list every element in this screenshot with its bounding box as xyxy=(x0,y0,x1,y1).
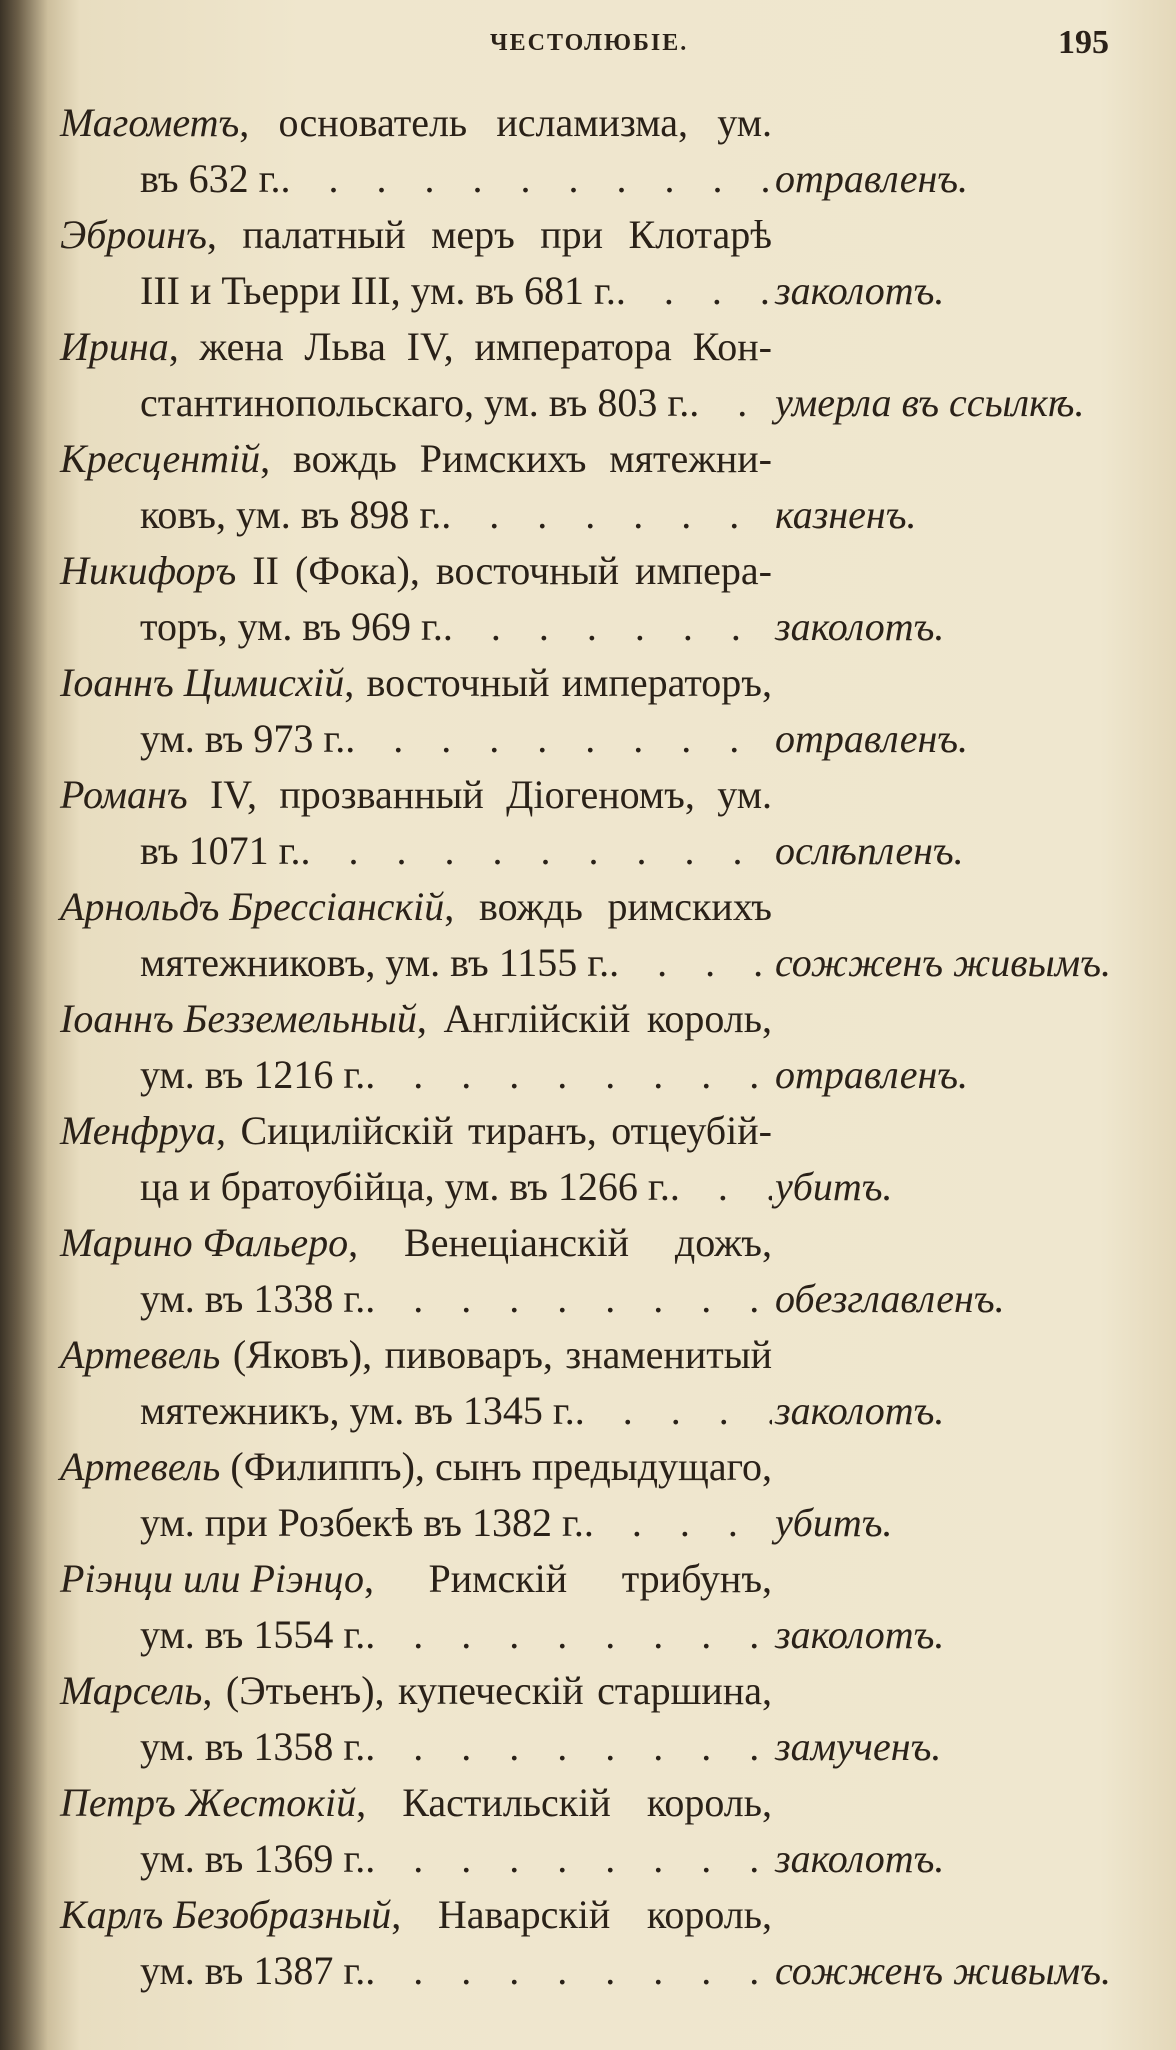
entry-description: (Филиппъ), сынъ предыдущаго, xyxy=(220,1444,772,1489)
entry-second-line xyxy=(60,487,772,543)
entry-description: , вождь Римскихъ мятежни- xyxy=(260,436,772,481)
running-head xyxy=(0,22,1176,72)
leader-dots xyxy=(616,263,772,319)
entry-first-line xyxy=(60,1327,772,1383)
death-date: ца и братоубійца, ум. въ 1266 г. xyxy=(140,1164,670,1209)
entry-first-line xyxy=(60,655,772,711)
leader-dots xyxy=(365,1047,772,1103)
person-name: Арнольдъ Брессіанскій xyxy=(60,884,445,929)
entry-description: , вождь римскихъ xyxy=(444,884,772,929)
death-date: ум. въ 1387 г. xyxy=(140,1948,366,1993)
entry-description: , палатный меръ при Клотарѣ xyxy=(206,212,772,257)
fate-text: обезглавленъ. xyxy=(775,1276,1005,1321)
person-name: Артевель xyxy=(60,1332,221,1377)
death-date: ковъ, ум. въ 898 г. xyxy=(140,492,442,537)
list-item xyxy=(60,1775,1140,1887)
leader-dots xyxy=(280,151,772,207)
leader-dots xyxy=(575,1383,772,1439)
fate-text: отравленъ. xyxy=(775,1052,969,1097)
person-name: Марино Фальеро xyxy=(60,1220,349,1265)
person-name: Ирина xyxy=(60,324,169,369)
entry-second-line xyxy=(60,1383,772,1439)
entry-first-line xyxy=(60,319,772,375)
person-name: Петръ Жестокій xyxy=(60,1780,357,1825)
death-date: мятежниковъ, ум. въ 1155 г. xyxy=(140,940,610,985)
list-item xyxy=(60,1663,1140,1775)
entry-first-line xyxy=(60,1551,772,1607)
fate-text: сожженъ живымъ. xyxy=(775,940,1111,985)
death-date: III и Тьерри III, ум. въ 681 г. xyxy=(140,268,616,313)
death-date: стантинопольскаго, ум. въ 803 г. xyxy=(140,380,690,425)
list-item xyxy=(60,319,1140,431)
entry-second-line xyxy=(60,375,772,431)
entry-first-line xyxy=(60,1103,772,1159)
list-item xyxy=(60,767,1140,879)
death-date: ум. при Розбекѣ въ 1382 г. xyxy=(140,1500,584,1545)
entry-first-line xyxy=(60,431,772,487)
fate-text: умерла въ ссылкѣ. xyxy=(775,380,1085,425)
entry-description: , Венеціанскій дожъ, xyxy=(348,1220,772,1265)
entry-description: , (Этьенъ), купеческій старшина, xyxy=(202,1668,772,1713)
entry-first-line xyxy=(60,1775,772,1831)
entry-second-line xyxy=(60,935,772,991)
entry-description: , восточный императоръ, xyxy=(344,660,772,705)
fate-text: убитъ. xyxy=(775,1164,893,1209)
leader-dots xyxy=(365,1943,772,1999)
fate-text: казненъ. xyxy=(775,492,917,537)
death-date: ум. въ 1554 г. xyxy=(140,1612,366,1657)
list-item xyxy=(60,991,1140,1103)
person-name: Магометъ xyxy=(60,100,240,145)
fate-text: отравленъ. xyxy=(775,156,969,201)
entry-first-line xyxy=(60,879,772,935)
death-date: торъ, ум. въ 969 г. xyxy=(140,604,443,649)
entry-first-line xyxy=(60,1215,772,1271)
entry-list xyxy=(60,95,1140,1999)
list-item xyxy=(60,1103,1140,1215)
leader-dots xyxy=(345,711,772,767)
person-name: Артевель xyxy=(60,1444,221,1489)
entry-second-line xyxy=(60,151,772,207)
leader-dots xyxy=(689,375,772,431)
death-date: ум. въ 1216 г. xyxy=(140,1052,366,1097)
person-name: Менфруа xyxy=(60,1108,216,1153)
person-name: Кресцентій xyxy=(60,436,261,481)
entry-first-line xyxy=(60,1887,772,1943)
list-item xyxy=(60,879,1140,991)
list-item xyxy=(60,95,1140,207)
leader-dots xyxy=(670,1159,772,1215)
fate-text: замученъ. xyxy=(775,1724,942,1769)
leader-dots xyxy=(300,823,772,879)
leader-dots xyxy=(584,1495,772,1551)
entry-second-line xyxy=(60,1719,772,1775)
leader-dots xyxy=(443,599,772,655)
entry-second-line xyxy=(60,1271,772,1327)
fate-text: заколотъ. xyxy=(775,1836,945,1881)
person-name: Карлъ Безобразный xyxy=(60,1892,392,1937)
fate-text: убитъ. xyxy=(775,1500,893,1545)
fate-text: отравленъ. xyxy=(775,716,969,761)
fate-text: заколотъ. xyxy=(775,1388,945,1433)
death-date: ум. въ 1338 г. xyxy=(140,1276,366,1321)
entry-second-line xyxy=(60,1495,772,1551)
entry-second-line xyxy=(60,1047,772,1103)
entry-second-line xyxy=(60,599,772,655)
entry-second-line xyxy=(60,711,772,767)
entry-first-line xyxy=(60,1439,772,1495)
entry-description: II (Фока), восточный импера- xyxy=(236,548,772,593)
entry-description: IV, прозванный Діогеномъ, ум. xyxy=(187,772,772,817)
entry-first-line xyxy=(60,95,772,151)
entry-first-line xyxy=(60,207,772,263)
leader-dots xyxy=(365,1831,772,1887)
fate-text: заколотъ. xyxy=(775,604,945,649)
list-item xyxy=(60,1439,1140,1551)
list-item xyxy=(60,1327,1140,1439)
list-item xyxy=(60,1215,1140,1327)
entry-second-line xyxy=(60,1831,772,1887)
list-item xyxy=(60,1887,1140,1999)
entry-description: , Англійскій король, xyxy=(416,996,772,1041)
leader-dots xyxy=(365,1607,772,1663)
entry-description: , жена Льва IV, императора Кон- xyxy=(168,324,772,369)
fate-text: заколотъ. xyxy=(775,1612,945,1657)
entry-second-line xyxy=(60,1943,772,1999)
person-name: Іоаннъ Безземельный xyxy=(60,996,417,1041)
entry-first-line xyxy=(60,767,772,823)
entry-first-line xyxy=(60,543,772,599)
list-item xyxy=(60,431,1140,543)
person-name: Ріэнци или Ріэнцо xyxy=(60,1556,364,1601)
entry-description: , основатель исламизма, ум. xyxy=(239,100,772,145)
fate-text: сожженъ живымъ. xyxy=(775,1948,1111,1993)
death-date: ум. въ 1369 г. xyxy=(140,1836,366,1881)
death-date: мятежникъ, ум. въ 1345 г. xyxy=(140,1388,575,1433)
entry-description: , Наварскій король, xyxy=(391,1892,772,1937)
death-date: въ 632 г. xyxy=(140,156,281,201)
death-date: въ 1071 г. xyxy=(140,828,301,873)
running-title: ЧЕСТОЛЮБІЕ. xyxy=(490,30,689,56)
list-item xyxy=(60,655,1140,767)
leader-dots xyxy=(365,1271,772,1327)
list-item xyxy=(60,543,1140,655)
entry-description: , Кастильскій король, xyxy=(356,1780,772,1825)
entry-second-line xyxy=(60,823,772,879)
entry-second-line xyxy=(60,1159,772,1215)
entry-description: (Яковъ), пивоваръ, знаменитый xyxy=(220,1332,772,1377)
leader-dots xyxy=(441,487,772,543)
death-date: ум. въ 973 г. xyxy=(140,716,346,761)
list-item xyxy=(60,1551,1140,1663)
person-name: Марсель xyxy=(60,1668,203,1713)
entry-description: , Римскій трибунъ, xyxy=(363,1556,772,1601)
page-number: 195 xyxy=(1058,24,1109,61)
leader-dots xyxy=(609,935,772,991)
entry-description: , Сицилійскій тиранъ, отцеубій- xyxy=(215,1108,772,1153)
entry-second-line xyxy=(60,263,772,319)
leader-dots xyxy=(365,1719,772,1775)
entry-first-line xyxy=(60,1663,772,1719)
person-name: Іоаннъ Цимисхій xyxy=(60,660,345,705)
death-date: ум. въ 1358 г. xyxy=(140,1724,366,1769)
entry-first-line xyxy=(60,991,772,1047)
entry-second-line xyxy=(60,1607,772,1663)
person-name: Эброинъ xyxy=(60,212,207,257)
fate-text: заколотъ. xyxy=(775,268,945,313)
person-name: Никифоръ xyxy=(60,548,237,593)
list-item xyxy=(60,207,1140,319)
fate-text: ослѣпленъ. xyxy=(775,828,964,873)
person-name: Романъ xyxy=(60,772,188,817)
